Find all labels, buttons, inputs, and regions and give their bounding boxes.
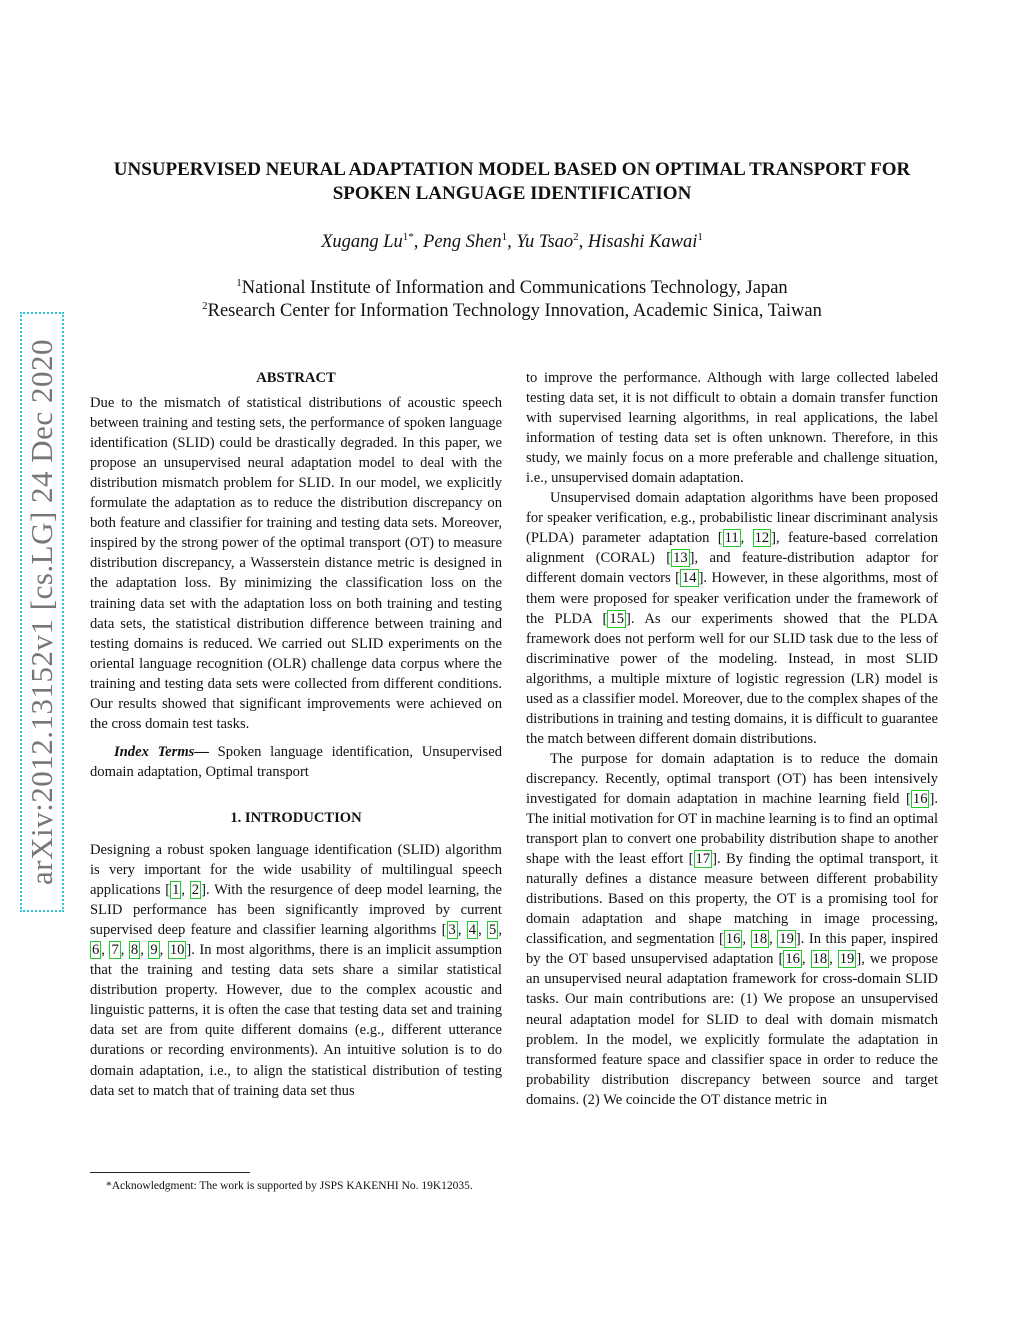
author-name: Peng Shen [423,232,502,252]
citation-link[interactable]: 10 [169,942,185,959]
author-list [60,229,964,255]
abstract-heading: ABSTRACT [256,370,336,386]
affiliation-line [60,277,964,300]
left-column [90,368,502,1101]
citation-link[interactable]: 17 [695,851,711,868]
index-terms [90,742,502,782]
title-line: SPOKEN LANGUAGE IDENTIFICATION [332,183,692,204]
intro-paragraph-2: Unsupervised domain adaptation algorithms have been proposed for speaker verification, e.g., probabilistic linear discriminant analysis (PLDA) parameter adaptation [ 11 , 12 ], feature-based correlation alignment (CORAL) [ 13 ], and feature-distribution adaptor for different domain vectors [ 14 ]. However, in these algorithms, most of them were proposed for speaker verification under the framework of the PLDA [ 15 ]. As our experiments showed that the PLDA framework does not perform well for our SLID task due to the less of discriminative power of the modeling. Instead, in most SLID algorithms, a multiple mixture of logistic regression (LR) model is used as a classifier model. Moreover, due to the complex shapes of the distributions in training and testing domains, it is difficult to guarantee the match between different domain distributions. [526,490,939,747]
author-name: Hisashi Kawai [587,232,698,252]
citation-link[interactable]: 18 [812,951,828,968]
intro-paragraph-3: The purpose for domain adaptation is to reduce the domain discrepancy. Recently, optimal transport (OT) has been intensively investigated for domain adaptation in machine learning field [ 16 ]. The initial motivation for OT in machine learning is to find an optimal transport plan to convert one probability distribution shape to another shape with the least effort [ 17 ]. By finding the optimal transport, it naturally defines a distance measure between different probability distributions. Based on this property, the OT is a promising tool for domain adaptation and shape matching in image processing, classification, and segmentation [ 16 , 18 , 19 ]. In this paper, inspired by the OT based unsupervised adaptation [ 16 , 18 , 19 ], we propose an unsupervised neural adaptation framework for cross-domain SLID tasks. Our main contributions are: (1) We propose an unsupervised neural adaptation model for SLID to deal with domain mismatch problem. In the model, we explicitly formulate the adaptation in transformed feature space and classifier space in order to reduce the probability distribution discrepancy between source and target domains. (2) We coincide the OT distance metric in [526,750,939,1108]
affiliation-text: Research Center for Information Technology Innovation, Academic Sinica, Taiwan [207,301,822,321]
citation-link[interactable]: 15 [609,610,624,627]
citation-link[interactable]: 4 [468,922,477,939]
index-terms-text: Spoken language identification, Unsupervised domain adaptation, Optimal transport [90,743,502,780]
affiliation-mark: 2 [202,299,208,312]
citation-link[interactable]: 6 [92,942,100,959]
affiliation-mark: 1 [236,276,242,289]
affiliation-line [60,300,964,323]
footnote-rule [90,1172,250,1173]
title-line: UNSUPERVISED NEURAL ADAPTATION MODEL BASED ON OPTIMAL TRANSPORT FOR [113,159,911,180]
citation-link[interactable]: 16 [725,931,741,948]
author-name: Yu Tsao [516,232,574,252]
citation-link[interactable]: 2 [191,882,200,899]
author-separator: , [507,232,517,252]
citation-link[interactable]: 1 [172,882,180,899]
citation-link[interactable]: 13 [673,550,688,567]
intro-paragraph-1-continued: to improve the performance. Although with large collected labeled testing data set, it is not difficult to obtain a domain transfer function with supervised learning algorithms, in real applications, the label information of testing data set is often unknown. Therefore, in this study, we mainly focus on a more preferable and challenge situation, i.e., unsupervised domain adaptation. [526,370,938,487]
right-column [526,368,938,1110]
affiliation-text: National Institute of Information and Communications Technology, Japan [241,278,788,298]
citation-link[interactable]: 11 [724,530,739,547]
citation-link[interactable]: 9 [150,942,158,959]
citation-link[interactable]: 3 [448,922,456,939]
citation-link[interactable]: 14 [681,570,697,587]
introduction-heading: 1. INTRODUCTION [230,809,362,826]
citation-link[interactable]: 8 [130,942,139,959]
index-terms-label: Index Terms— [114,743,209,760]
acknowledgment-footnote: *Acknowledgment: The work is supported by JSPS KAKENHI No. 19K12035. [106,1180,473,1192]
abstract-body: Due to the mismatch of statistical distributions of acoustic speech between training and testing sets, the performance of spoken language identification (SLID) could be drastically degraded. In this paper, we propose an unsupervised neural adaptation model to deal with the distribution mismatch problem for SLID. In our model, we explicitly formulate the adaptation as to reduce the distribution discrepancy on both feature and classifier for training and testing data sets. Moreover, inspired by the strong power of the optimal transport (OT) to measure distribution discrepancy, a Wasserstein distance metric is designed in the adaptation loss. By minimizing the classification loss on the training data set with the adaptation loss on both training and testing data sets, the statistical distribution difference between training and testing domains is reduced. We carried out SLID experiments on the oriental language recognition (OLR) challenge data corpus where the training and testing data sets were collected from different conditions. Our results showed that significant improvements were achieved on the cross domain test tasks. [90,395,502,732]
citation-link[interactable]: 18 [752,931,768,948]
citation-link[interactable]: 12 [754,530,770,547]
citation-link[interactable]: 5 [489,922,497,939]
author-name: Xugang Lu [321,232,403,252]
citation-link[interactable]: 7 [111,942,119,959]
citation-link[interactable]: 16 [912,790,928,807]
citation-link[interactable]: 19 [779,931,794,948]
author-affil-mark: 1 [501,230,508,243]
arxiv-identifier[interactable]: arXiv:2012.13152v1 [cs.LG] 24 Dec 2020 [24,339,59,885]
citation-link[interactable]: 19 [839,951,855,968]
author-separator: , [413,232,424,252]
paper-title [60,158,964,206]
author-affil-mark: 2 [573,230,579,243]
citation-link[interactable]: 16 [785,951,800,968]
author-affil-mark: 1 [697,230,703,243]
intro-paragraph-1: Designing a robust spoken language identification (SLID) algorithm is very important for the wide usability of multilingual speech applications [ 1 , 2 ]. With the resurgence of deep model learning, the SLID performance has been significantly improved by current supervised deep feature and classifier learning algorithms [ 3 , 4 , 5 , 6 , 7 , 8 , 9 , 10 ]. In most algorithms, there is an implicit assumption that the training and testing data sets share a similar statistical distribution property. However, due to the complex acoustic and linguistic patterns, it is often the case that testing data set and training data set are from quite different domains (e.g., different utterance durations or recording environments). An intuitive solution is to do domain adaptation, i.e., to align the statistical distribution of testing data set to match that of training data set thus [90,841,503,1099]
author-separator: , [578,232,588,252]
author-affil-mark: 1* [402,230,414,243]
affiliations [60,277,964,323]
